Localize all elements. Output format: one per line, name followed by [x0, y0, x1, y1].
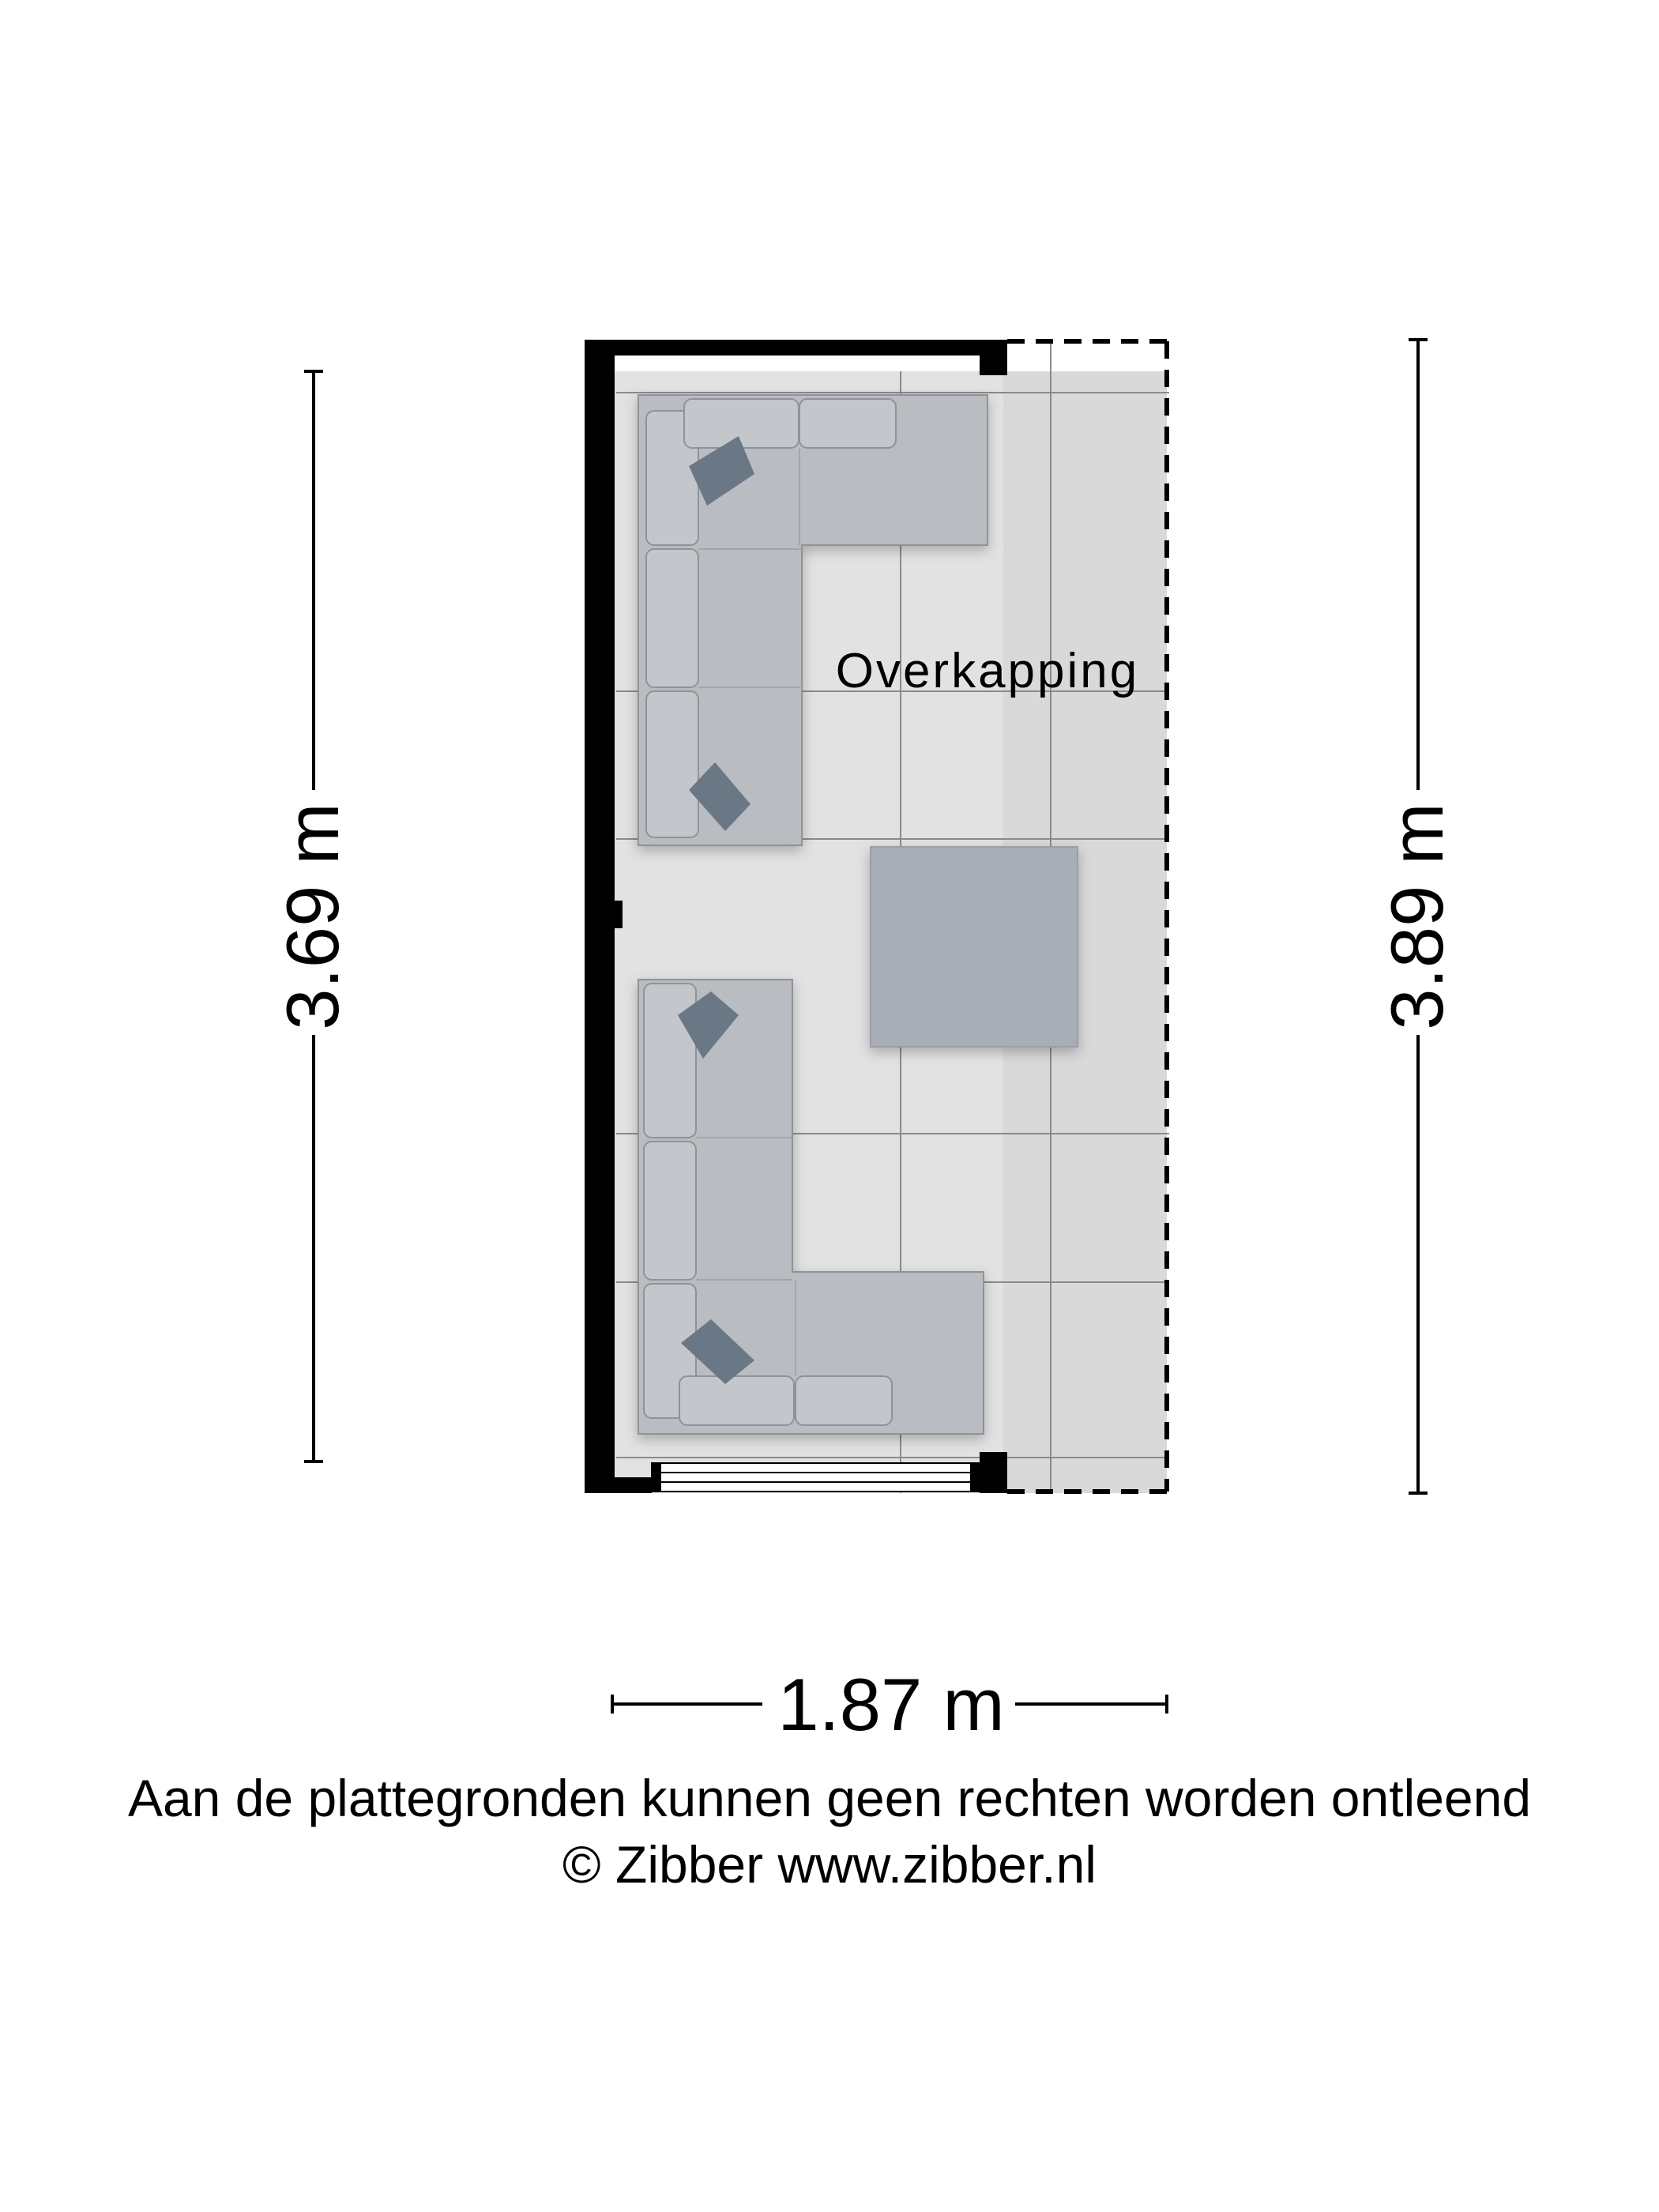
dimension-bottom-label: 1.87 m: [777, 1663, 1005, 1746]
coffee-table: [871, 847, 1078, 1047]
wall-left: [585, 340, 615, 1493]
disclaimer-text: Aan de plattegronden kunnen geen rechten worden ontleend: [127, 1769, 1532, 1827]
wall-bottom-left: [585, 1477, 652, 1493]
wall-top: [585, 340, 1007, 356]
dimension-right-label: 3.89 m: [1375, 803, 1458, 1030]
pillar-bottom: [980, 1452, 1007, 1493]
dimension-left-label: 3.69 m: [271, 803, 354, 1030]
sliding-door: [652, 1463, 980, 1492]
copyright-text: © Zibber www.zibber.nl: [562, 1835, 1097, 1894]
room-label: Overkapping: [835, 644, 1140, 698]
wall-stub: [615, 901, 623, 928]
pillar-top: [980, 340, 1007, 375]
